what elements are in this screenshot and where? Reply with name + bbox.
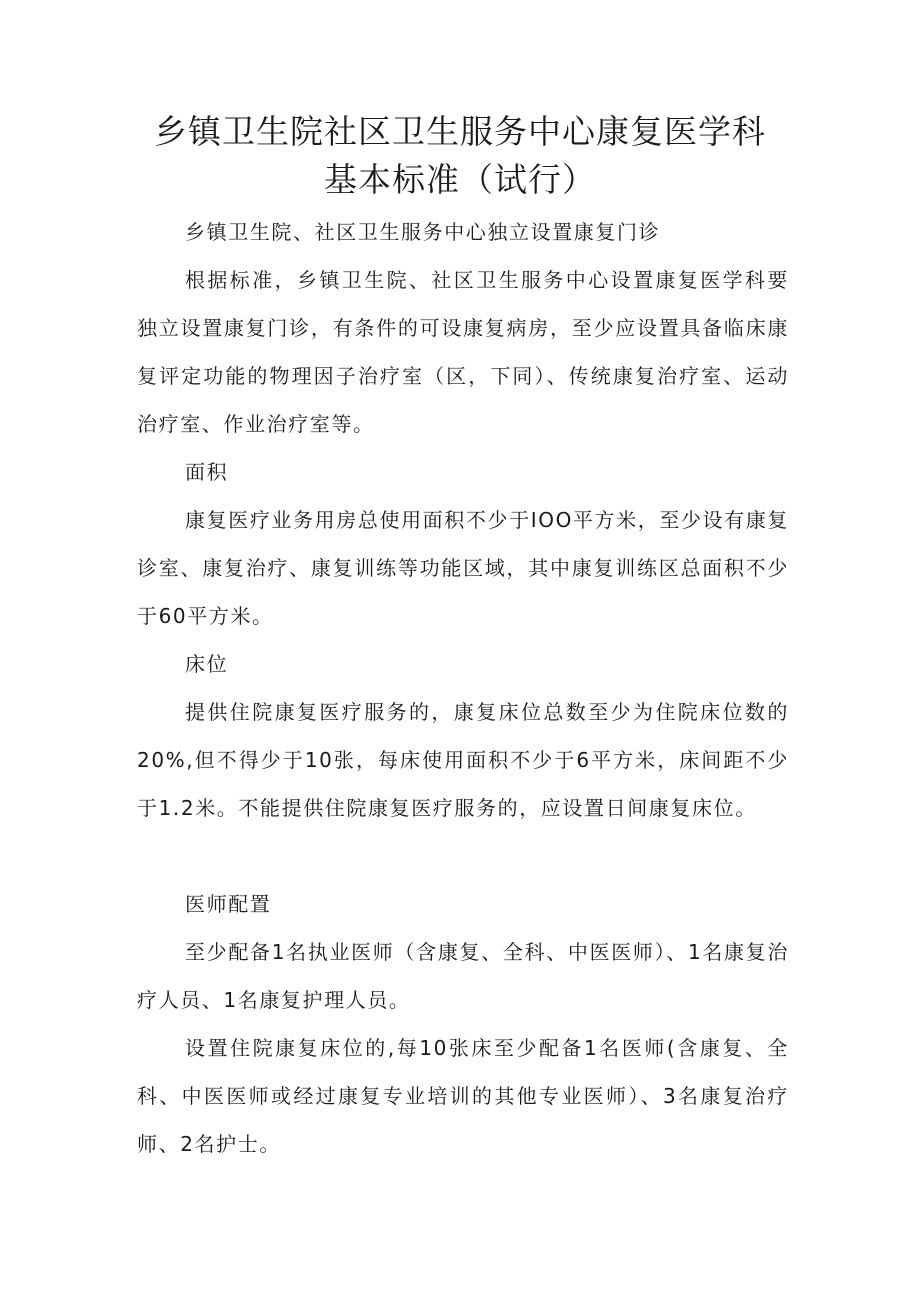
- intro-paragraph: 根据标准，乡镇卫生院、社区卫生服务中心设置康复医学科要独立设置康复门诊，有条件的可设康复病房，至少应设置具备临床康复评定功能的物理因子治疗室（区，下同）、传统康复治疗室、运动治疗室、作业治疗室等。: [137, 268, 789, 436]
- document-title-line-2: 基本标准（试行）: [324, 160, 596, 199]
- area-paragraph: 康复医疗业务用房总使用面积不少于IOO平方米，至少设有康复诊室、康复治疗、康复训练等功能区域，其中康复训练区总面积不少于60平方米。: [137, 508, 789, 628]
- heading-beds: 床位: [185, 652, 229, 676]
- doctors-paragraph-1: 至少配备1名执业医师（含康复、全科、中医医师）、1名康复治疗人员、1名康复护理人员。: [137, 940, 789, 1012]
- document-title-line-1: 乡镇卫生院社区卫生服务中心康复医学科: [154, 112, 766, 151]
- beds-paragraph: 提供住院康复医疗服务的，康复床位总数至少为住院床位数的20%,但不得少于10张，每床使用面积不少于6平方米，床间距不少于1.2米。不能提供住院康复医疗服务的，应设置日间康复床位。: [137, 700, 789, 820]
- section-subtitle: 乡镇卫生院、社区卫生服务中心独立设置康复门诊: [185, 220, 661, 244]
- heading-doctors: 医师配置: [185, 892, 272, 916]
- heading-area: 面积: [185, 460, 229, 484]
- doctors-paragraph-2: 设置住院康复床位的,每10张床至少配备1名医师(含康复、全科、中医医师或经过康复专业培训的其他专业医师）、3名康复治疗师、2名护士。: [137, 1036, 789, 1156]
